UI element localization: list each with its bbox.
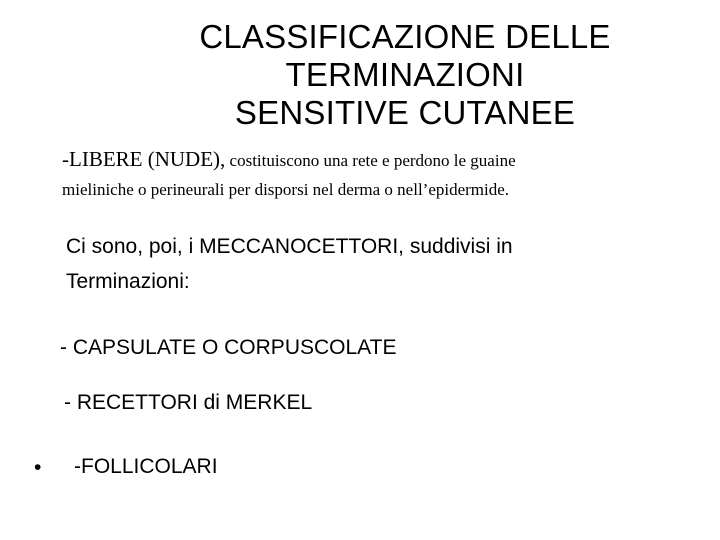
libere-description-2: mieliniche o perineurali per disporsi nel derma o nell’epidermide. [62, 180, 510, 199]
list-item-follicolari: -FOLLICOLARI [74, 455, 218, 478]
title-line-2: TERMINAZIONI [285, 56, 525, 93]
list-item-capsulate: - CAPSULATE O CORPUSCOLATE [60, 336, 397, 359]
intro-line-2: Terminazioni: [66, 270, 190, 293]
libere-label: -LIBERE (NUDE), [62, 147, 226, 171]
intro-line-1: Ci sono, poi, i MECCANOCETTORI, suddivisi in [66, 235, 513, 258]
title-line-1: CLASSIFICAZIONE DELLE [199, 18, 611, 55]
libere-line-1 [62, 147, 516, 172]
bullet-icon: • [34, 456, 42, 479]
title-line-3: SENSITIVE CUTANEE [234, 94, 576, 131]
slide-title [110, 18, 700, 132]
list-item-merkel: - RECETTORI di MERKEL [64, 391, 313, 414]
libere-description-1: costituiscono una rete e perdono le guaine [225, 151, 516, 170]
